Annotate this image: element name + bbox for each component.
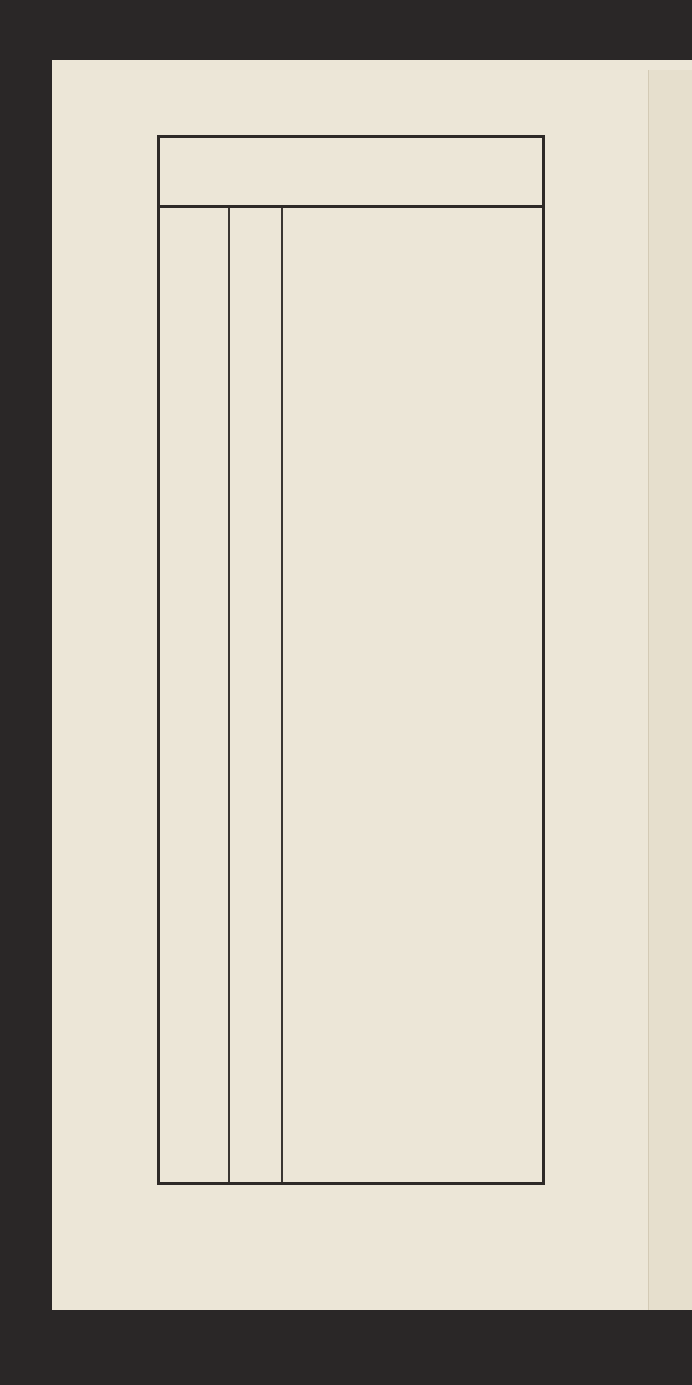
column-divider-date (281, 208, 283, 1182)
column-divider-day (228, 208, 230, 1182)
title-divider (160, 205, 542, 208)
next-page-edge (648, 70, 692, 1310)
calendar-frame (157, 135, 545, 1185)
month-title (160, 141, 542, 201)
